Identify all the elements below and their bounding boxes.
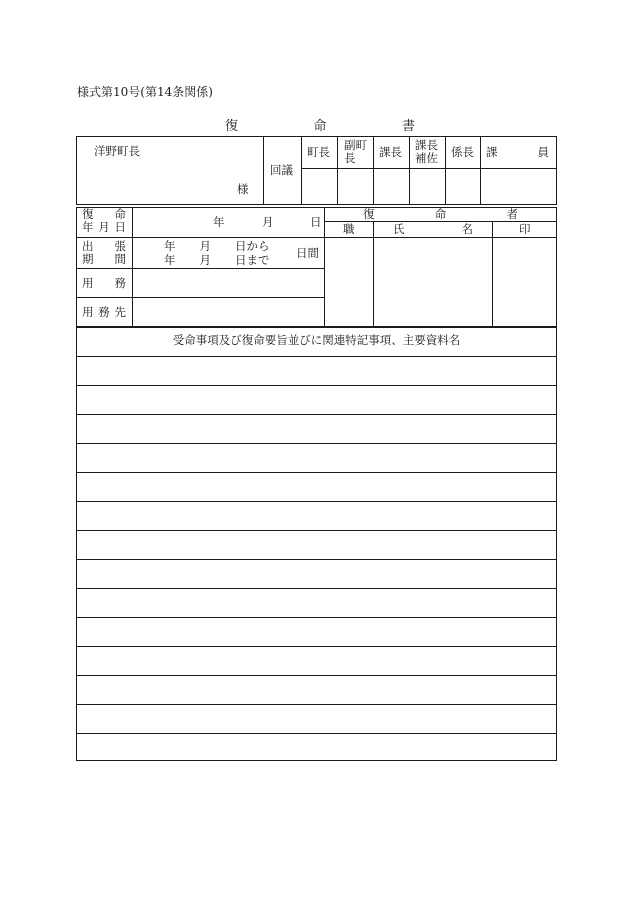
reporter-header: 復 命 者 (363, 207, 518, 221)
destination-label: 用 務 先 (82, 305, 126, 319)
addressee-honorific: 様 (237, 182, 249, 196)
trip-period-to: 年 月 日まで (164, 253, 270, 267)
report-date-month: 月 (262, 215, 274, 229)
form-number: 様式第10号(第14条関係) (77, 85, 213, 99)
report-date-label: 復 命 年 月 日 (82, 207, 126, 234)
ruled-line (76, 617, 557, 618)
ruled-line (76, 385, 557, 386)
ruled-line (76, 646, 557, 647)
trip-period-days: 日間 (296, 246, 319, 260)
ruled-line (76, 588, 557, 589)
ruled-line (76, 733, 557, 734)
reporter-seal-header: 印 (519, 222, 531, 236)
role-subsection-chief: 係長 (451, 145, 474, 159)
report-date-year: 年 (213, 215, 225, 229)
role-deputy-chief: 課長 補佐 (415, 138, 438, 165)
reporter-position-header: 職 (343, 222, 355, 236)
reporter-name-header: 氏 名 (393, 222, 473, 236)
document-title (225, 115, 415, 134)
role-vice-mayor: 副町 長 (344, 138, 367, 165)
ruled-line (76, 443, 557, 444)
details-header: 受命事項及び復命要旨並びに関連特記事項、主要資料名 (172, 333, 461, 347)
ruled-line (76, 704, 557, 705)
report-date-day: 日 (310, 215, 322, 229)
title-char: 復 (225, 119, 239, 134)
ruled-line (76, 675, 557, 676)
ruled-line (76, 559, 557, 560)
role-section-chief: 課長 (379, 145, 402, 159)
details-block (76, 327, 557, 761)
ruled-line (76, 472, 557, 473)
role-staff: 課 員 (486, 145, 549, 159)
business-label: 用 務 (82, 276, 126, 290)
trip-period-from: 年 月 日から (164, 239, 270, 253)
title-char: 書 (401, 119, 415, 134)
circulation-label: 回議 (270, 163, 293, 177)
role-mayor: 町長 (307, 145, 330, 159)
ruled-line (76, 501, 557, 502)
ruled-line (76, 356, 557, 357)
addressee-name: 洋野町長 (94, 144, 140, 158)
ruled-line (76, 530, 557, 531)
trip-period-label: 出 張 期 間 (82, 239, 126, 266)
ruled-line (76, 414, 557, 415)
title-char: 命 (313, 119, 327, 134)
